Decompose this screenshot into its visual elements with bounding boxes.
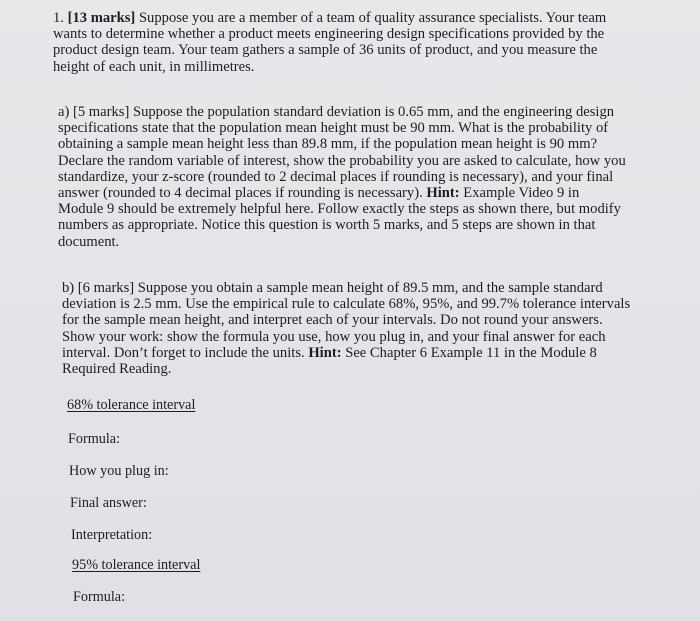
part-a-hint-label: Hint: <box>426 185 460 202</box>
interpretation-label: Interpretation: <box>71 527 153 543</box>
question-1-line-2: wants to determine whether a product meets engineering design specifications provided by the <box>53 26 605 43</box>
part-a-line-3: obtaining a sample mean height less than 89.8 mm, if the population mean height is 90 mm? <box>58 136 598 153</box>
question-1-line-1: 1. [13 marks] Suppose you are a member of a team of quality assurance specialists. Your team <box>53 10 607 26</box>
part-b-line-6: Required Reading. <box>62 361 172 378</box>
heading-95-tolerance-interval: 95% tolerance interval <box>72 557 201 573</box>
part-b-line-4: Show your work: show the formula you use, how you plug in, and your final answer for each <box>62 328 606 345</box>
part-a-line-8: numbers as appropriate. Notice this question is worth 5 marks, and 5 steps are shown in that <box>58 217 596 234</box>
marks-label: [13 marks] <box>67 10 136 26</box>
final-answer-label: Final answer: <box>70 495 147 511</box>
part-a-line-1: a) [5 marks] Suppose the population standard deviation is 0.65 mm, and the engineering design <box>58 104 615 120</box>
formula-label-2: Formula: <box>73 589 126 605</box>
part-a-line-6: answer (rounded to 4 decimal places if rounding is necessary). Hint: Example Video 9 in <box>58 185 580 202</box>
part-b-hint-label: Hint: <box>308 344 342 361</box>
formula-label: Formula: <box>68 431 121 447</box>
part-a-line-2: specifications state that the population mean height must be 90 mm. What is the probability of <box>58 120 609 137</box>
part-a-line-4: Declare the random variable of interest, show the probability you are asked to calculate, how you <box>58 152 626 169</box>
heading-68-tolerance-interval: 68% tolerance interval <box>67 397 196 413</box>
part-b-line-2: deviation is 2.5 mm. Use the empirical rule to calculate 68%, 95%, and 99.7% tolerance intervals <box>62 296 631 313</box>
part-b-line-1: b) [6 marks] Suppose you obtain a sample mean height of 89.5 mm, and the sample standard <box>62 280 603 296</box>
question-1-line-3: product design team. Your team gathers a sample of 36 units of product, and you measure the <box>53 42 598 59</box>
question-1-intro <box>53 10 645 75</box>
plug-in-label: How you plug in: <box>69 463 169 479</box>
part-b-question <box>62 280 654 377</box>
part-a-line-7: Module 9 should be extremely helpful here. Follow exactly the steps as shown there, but modify <box>58 201 621 218</box>
part-a-line-5: standardize, your z-score (rounded to 2 decimal places if rounding is necessary), and your final <box>58 168 614 185</box>
question-1-line-4: height of each unit, in millimetres. <box>53 58 255 75</box>
part-b-line-5: interval. Don’t forget to include the units. Hint: See Chapter 6 Example 11 in the Module 8 <box>62 344 597 361</box>
part-a-question <box>58 104 650 250</box>
part-b-line-3: for the sample mean height, and interpret each of your intervals. Do not round your answers. <box>62 312 603 329</box>
part-a-line-9: document. <box>58 233 120 250</box>
